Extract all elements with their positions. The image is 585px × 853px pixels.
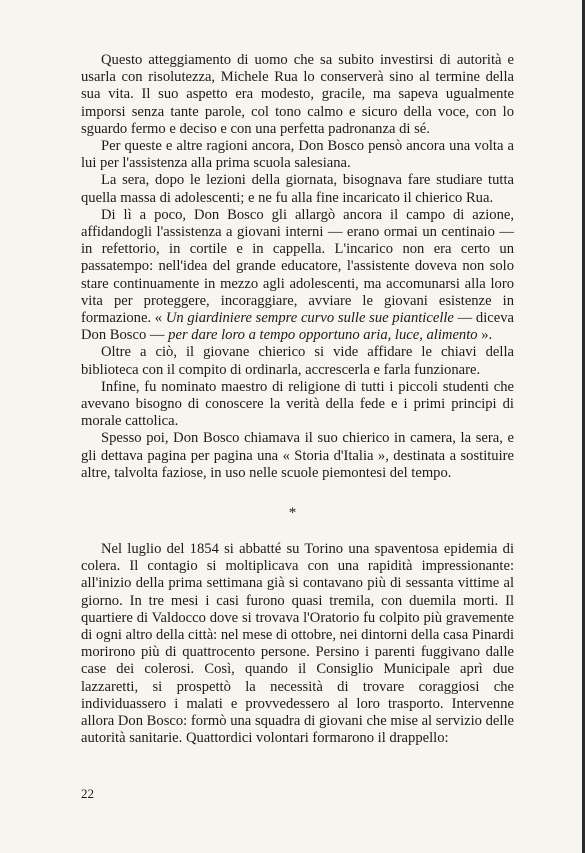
paragraph-text: ». <box>477 327 493 344</box>
paragraph: Infine, fu nominato maestro di religione di tutti i piccoli studenti che avevano bisogno di conoscere la verità della fede e i primi principi di morale cattolica. <box>81 378 514 430</box>
page-number: 22 <box>81 786 94 801</box>
paragraph-text: Di lì a poco, Don Bosco gli allargò ancora il campo di azione, affidandogli l'assistenza a giovani interni — erano ormai un centinaio — in refettorio, in cortile e in cappella. L'incarico non era certo un passatempo: nell'idea del grande educatore, l'assistente doveva non solo stare continuamente in mezzo agli adolescenti, ma accomunarsi alla loro vita per proteggere, incoraggiare, avviare le giovani esistenze in formazione. « <box>81 206 514 327</box>
paragraph: Questo atteggiamento di uomo che sa subito investirsi di autorità e usarla con risolutezza, Michele Rua lo conserverà sino al termine della sua vita. Il suo aspetto era modesto, gracile, ma sapeva ugualmente imporsi senza tante parole, col tono calmo e sicuro della voce, con lo sguardo fermo e deciso e con una perfetta padronanza di sé. <box>81 52 514 137</box>
text-section-2 <box>81 541 514 747</box>
text-section-1 <box>81 52 514 482</box>
quote-italic: Un giardiniere sempre curvo sulle sue pianticelle <box>162 310 458 327</box>
paragraph-with-quote <box>81 207 514 345</box>
paragraph: La sera, dopo le lezioni della giornata, bisognava fare studiare tutta quella massa di adolescenti; e ne fu alla fine incaricato il chierico Rua. <box>81 172 514 206</box>
quote-italic: per dare loro a tempo opportuno aria, luce, alimento <box>168 327 478 344</box>
paragraph: Oltre a ciò, il giovane chierico si vide affidare le chiavi della biblioteca con il compito di ordinarla, accrescerla e farla funzionare. <box>81 344 514 378</box>
paragraph: Per queste e altre ragioni ancora, Don Bosco pensò ancora una volta a lui per l'assistenza alla prima scuola salesiana. <box>81 138 514 172</box>
paragraph: Spesso poi, Don Bosco chiamava il suo chierico in camera, la sera, e gli dettava pagina per pagina una « Storia d'Italia », destinata a sostituire altre, talvolta faziose, in uso nelle scuole piemontesi del tempo. <box>81 430 514 481</box>
section-separator: * <box>288 505 297 521</box>
paragraph-text: — diceva Don Bosco — <box>81 310 515 344</box>
paragraph: Nel luglio del 1854 si abbatté su Torino una spaventosa epidemia di colera. Il contagio si moltiplicava con una rapidità impressionante: all'inizio della prima settimana già si contavano più di sessanta vittime al giorno. In tre mesi i casi furono quasi tremila, con duemila morti. Il quartiere di Valdocco dove si trovava l'Oratorio fu colpito più gravemente di ogni altro della città: nel mese di ottobre, nei dintorni della casa Pinardi morirono più di quattrocento persone. Persino i parenti fuggivano dalle case dei colerosi. Così, quando il Consiglio Municipale aprì due lazzaretti, si prospettò la necessità di trovare coraggiosi che individuassero i malati e provvedessero al loro trasporto. Intervenne allora Don Bosco: formò una squadra di giovani che mise al servizio delle autorità sanitarie. Quattordici volontari formarono il drappello: <box>81 541 514 747</box>
